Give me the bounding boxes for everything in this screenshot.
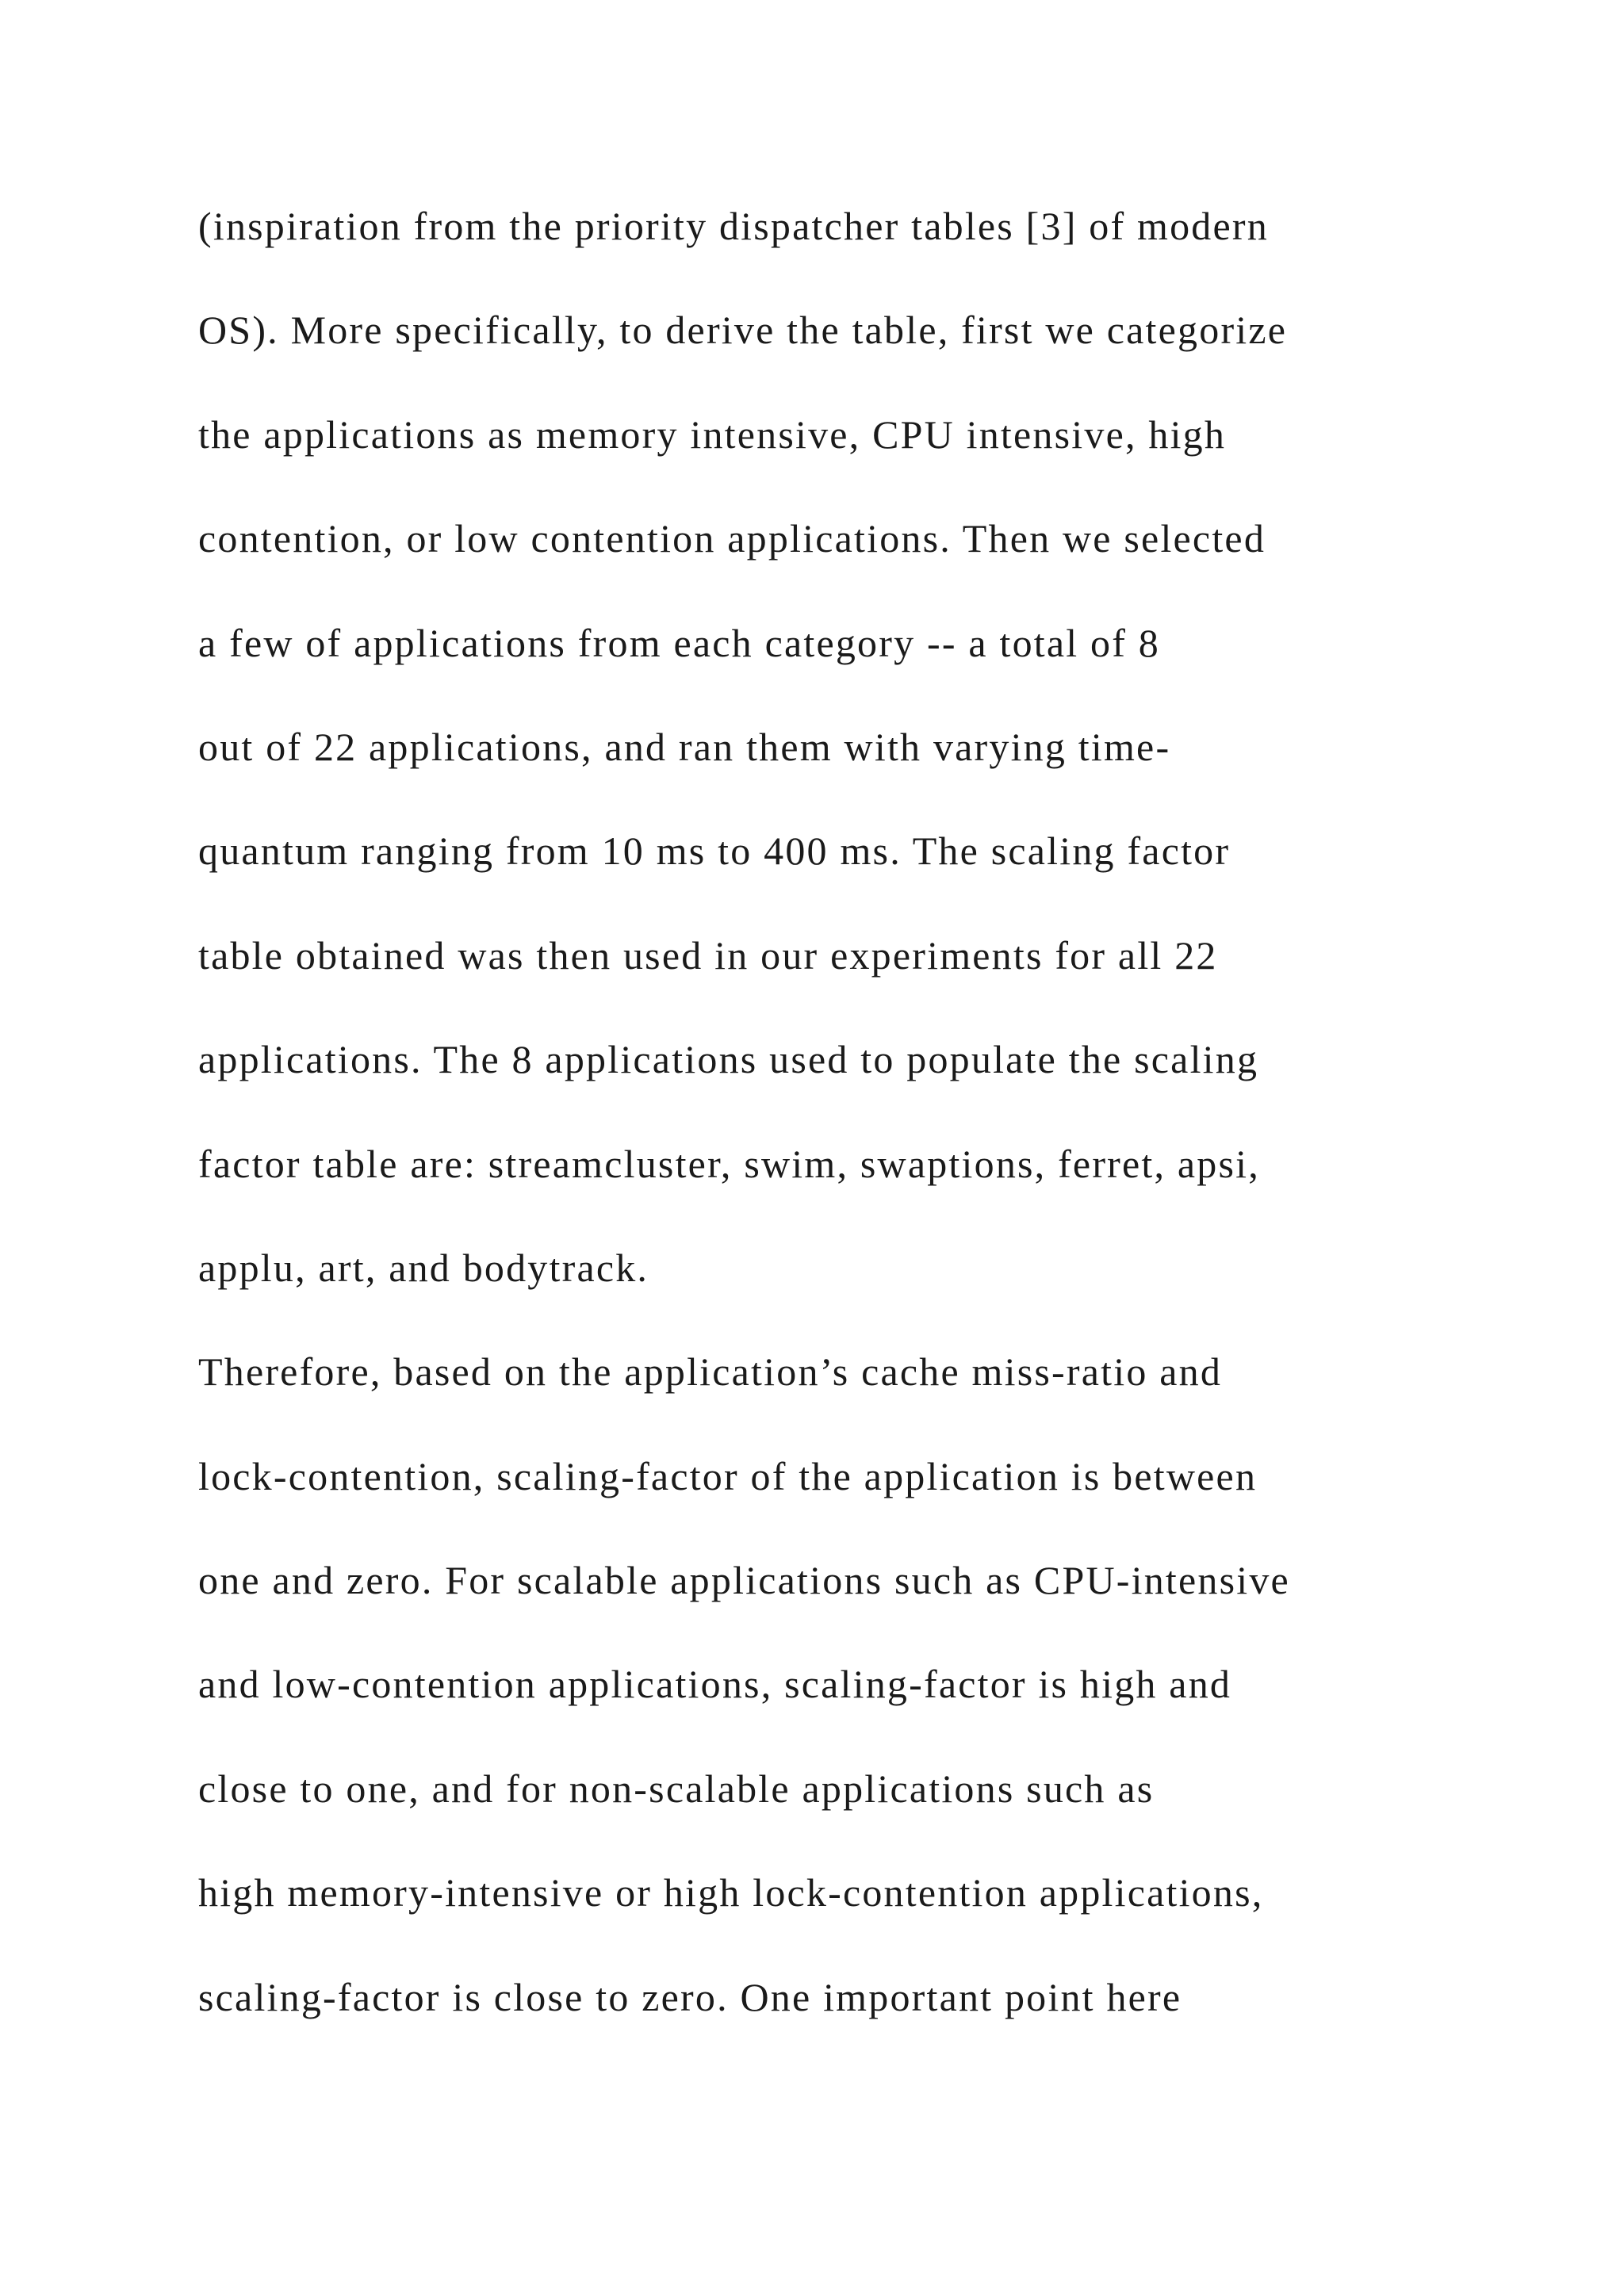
text-line: a few of applications from each category -- a total of 8 [198, 620, 1160, 665]
text-line: factor table are: streamcluster, swim, swaptions, ferret, apsi, [198, 1141, 1260, 1186]
text-line: OS). More specifically, to derive the table, first we categorize [198, 308, 1288, 353]
text-line: scaling-factor is close to zero. One important point here [198, 1974, 1182, 2019]
text-line: table obtained was then used in our experiments for all 22 [198, 932, 1218, 978]
text-line: lock-contention, scaling-factor of the application is between [198, 1453, 1258, 1498]
text-line: close to one, and for non-scalable applications such as [198, 1766, 1155, 1811]
text-line: applu, art, and bodytrack. [198, 1245, 649, 1290]
text-line: the applications as memory intensive, CPU intensive, high [198, 411, 1227, 457]
text-line: out of 22 applications, and ran them with varying time- [198, 724, 1171, 769]
text-line: quantum ranging from 10 ms to 400 ms. The scaling factor [198, 828, 1231, 874]
text-line: high memory-intensive or high lock-contention applications, [198, 1870, 1264, 1915]
text-line: applications. The 8 applications used to populate the scaling [198, 1037, 1259, 1082]
text-line: one and zero. For scalable applications such as CPU-intensive [198, 1558, 1290, 1603]
text-line: (inspiration from the priority dispatcher tables [3] of modern [198, 204, 1269, 248]
text-line: contention, or low contention applications. Then we selected [198, 516, 1266, 561]
text-line: Therefore, based on the application’s cache miss-ratio and [198, 1349, 1223, 1395]
text-line: and low-contention applications, scaling-factor is high and [198, 1662, 1232, 1707]
body-text [198, 174, 1435, 2049]
